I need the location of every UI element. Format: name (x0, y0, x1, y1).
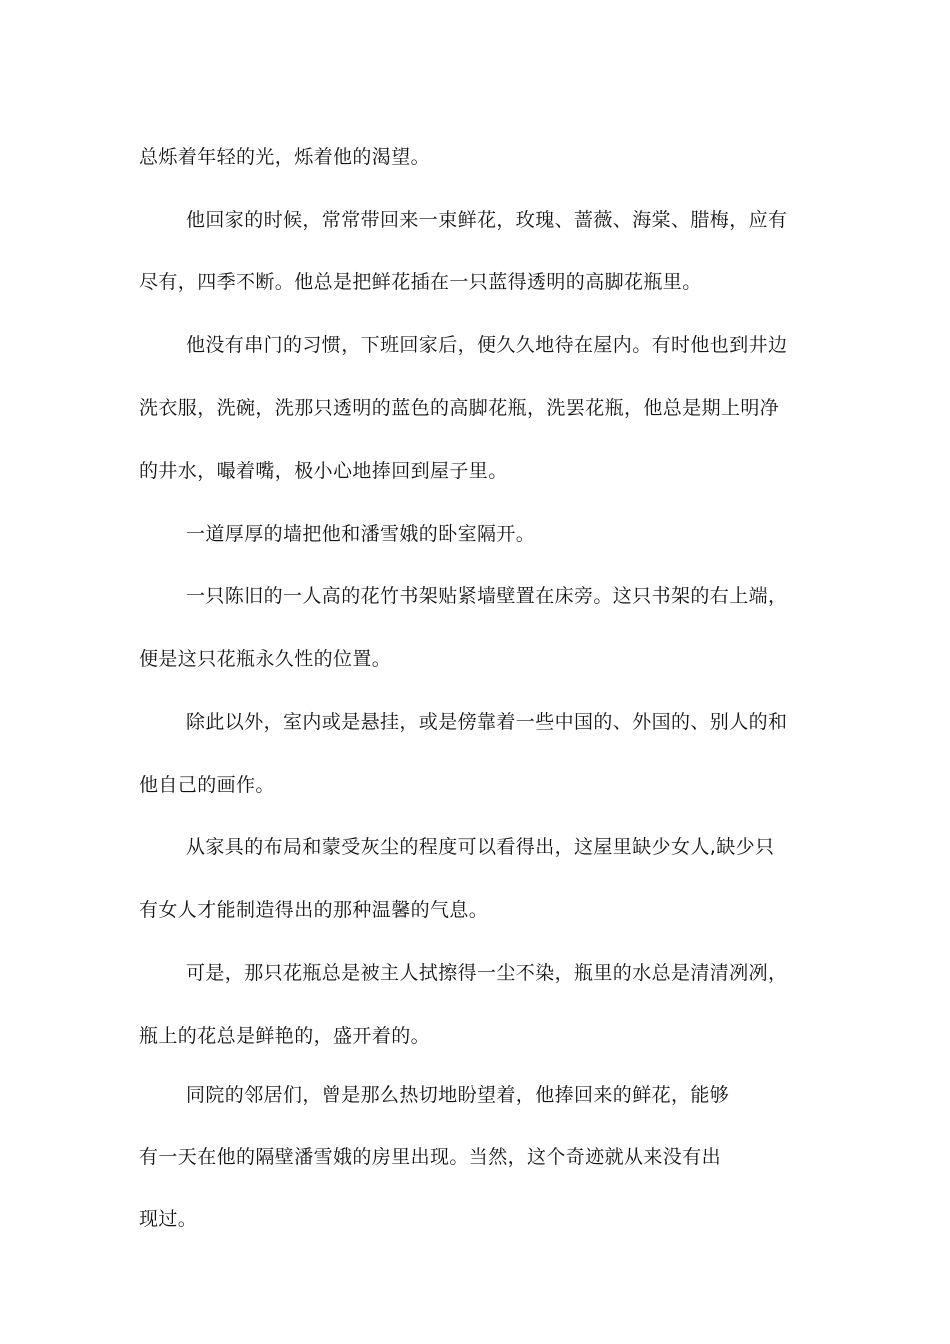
text-line: 便是这只花瓶永久性的位置。 (139, 648, 392, 670)
text-line: 有一天在他的隔壁潘雪娥的房里出现。当然，这个奇迹就从来没有出 (139, 1146, 722, 1168)
text-line: 他自己的画作。 (139, 774, 275, 796)
text-line: 的井水，嘬着嘴，极小心地捧回到屋子里。 (139, 460, 508, 482)
text-line: 他回家的时候，常常带回来一束鲜花，玫瑰、蔷薇、海棠、腊梅，应有 (186, 209, 788, 231)
text-line: 有女人才能制造得出的那种温馨的气息。 (139, 899, 489, 921)
text-line: 从家具的布局和蒙受灰尘的程度可以看得出，这屋里缺少女人,缺少只 (186, 836, 775, 858)
text-line: 总烁着年轻的光，烁着他的渴望。 (139, 146, 431, 168)
text-line: 一道厚厚的墙把他和潘雪娥的卧室隔开。 (186, 523, 536, 545)
text-line: 除此以外，室内或是悬挂，或是傍靠着一些中国的、外国的、别人的和 (186, 711, 788, 733)
text-line: 瓶上的花总是鲜艳的，盛开着的。 (139, 1025, 431, 1047)
text-line: 他没有串门的习惯，下班回家后，便久久地待在屋内。有时他也到井边 (186, 334, 788, 356)
text-line: 现过。 (139, 1208, 198, 1230)
text-line: 尽有，四季不断。他总是把鲜花插在一只蓝得透明的高脚花瓶里。 (139, 271, 702, 293)
text-line: 可是，那只花瓶总是被主人拭擦得一尘不染，瓶里的水总是清清冽冽， (186, 962, 788, 984)
text-line: 同院的邻居们，曾是那么热切地盼望着，他捧回来的鲜花，能够 (186, 1084, 730, 1106)
text-line: 洗衣服，洗碗，洗那只透明的蓝色的高脚花瓶，洗罢花瓶，他总是期上明净 (139, 397, 780, 419)
text-line: 一只陈旧的一人高的花竹书架贴紧墙壁置在床旁。这只书架的右上端， (186, 585, 788, 607)
